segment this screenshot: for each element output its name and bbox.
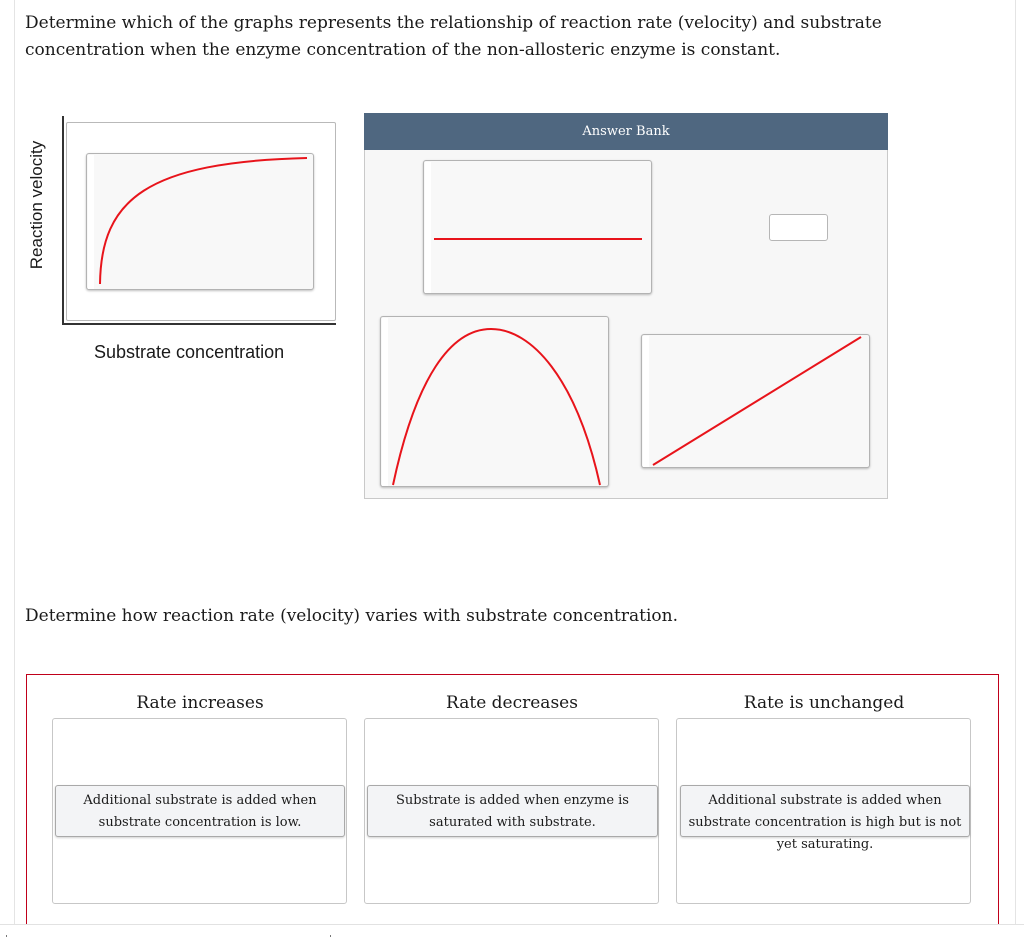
flat-line-svg: [424, 161, 653, 295]
category-title-rate-increases: Rate increases: [136, 693, 264, 713]
horizontal-scrollbar[interactable]: [0, 924, 1024, 937]
card-inner-edge: [643, 336, 649, 467]
card-inner-edge: [382, 318, 388, 486]
answer-chip-rate-unchanged[interactable]: Additional substrate is added when substrate concentration is high but is not yet saturating.: [680, 785, 970, 837]
answer-bank-empty-slot[interactable]: [769, 214, 828, 241]
answer-bank-header: Answer Bank: [364, 113, 888, 150]
bank-graph-bell-curve[interactable]: [380, 316, 609, 487]
answer-chip-rate-decreases[interactable]: Substrate is added when enzyme is saturated with substrate.: [367, 785, 658, 837]
x-axis-label: Substrate concentration: [94, 342, 285, 362]
question-2-text: Determine how reaction rate (velocity) varies with substrate concentration.: [25, 606, 678, 626]
category-title-rate-unchanged: Rate is unchanged: [743, 693, 905, 713]
linear-increase-line: [653, 337, 861, 465]
bank-graph-flat-line[interactable]: [423, 160, 652, 294]
saturating-curve-svg: [87, 154, 315, 291]
answer-chip-rate-increases[interactable]: Additional substrate is added when substrate concentration is low.: [55, 785, 345, 837]
question-1-text: Determine which of the graphs represents the relationship of reaction rate (velocity) and substrate concentration when the enzyme concentration of the non-allosteric enzyme is constant.: [25, 13, 882, 60]
saturating-curve-line: [100, 158, 307, 284]
category-title-rate-decreases: Rate decreases: [446, 693, 578, 713]
placed-graph-saturating-curve[interactable]: [86, 153, 314, 290]
linear-increase-svg: [642, 335, 871, 469]
bank-graph-linear-increase[interactable]: [641, 334, 870, 468]
card-inner-edge: [425, 162, 431, 293]
y-axis-label: Reaction velocity: [27, 140, 46, 270]
card-inner-edge: [88, 155, 94, 289]
bell-curve-line: [393, 329, 600, 485]
bell-curve-svg: [381, 317, 610, 488]
